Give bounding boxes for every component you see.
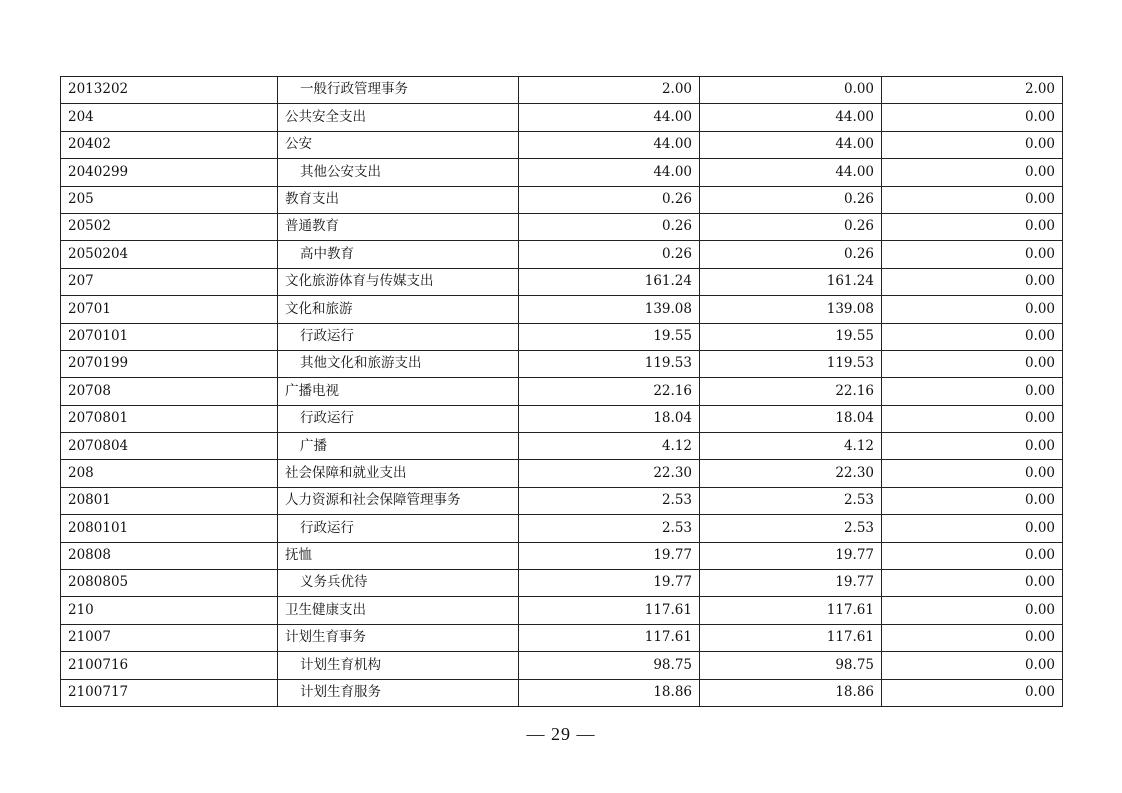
table-row bbox=[61, 159, 1063, 186]
project-expenditure-cell: 0.00 bbox=[882, 624, 1063, 651]
subject-code-cell: 2050204 bbox=[61, 241, 278, 268]
total-amount-cell: 19.77 bbox=[519, 570, 700, 597]
subject-code-cell: 20701 bbox=[61, 296, 278, 323]
project-expenditure-cell: 0.00 bbox=[882, 515, 1063, 542]
total-amount-cell: 139.08 bbox=[519, 296, 700, 323]
subject-code-cell: 2040299 bbox=[61, 159, 278, 186]
total-amount-cell: 2.53 bbox=[519, 515, 700, 542]
subject-code-cell: 20801 bbox=[61, 487, 278, 514]
total-amount-cell: 44.00 bbox=[519, 131, 700, 158]
subject-name-cell: 行政运行 bbox=[278, 405, 519, 432]
total-amount-cell: 19.55 bbox=[519, 323, 700, 350]
total-amount-cell: 22.16 bbox=[519, 378, 700, 405]
subject-name-cell: 行政运行 bbox=[278, 323, 519, 350]
basic-expenditure-cell: 18.86 bbox=[700, 679, 882, 706]
subject-name-cell: 其他公安支出 bbox=[278, 159, 519, 186]
basic-expenditure-cell: 44.00 bbox=[700, 131, 882, 158]
subject-name-cell: 广播 bbox=[278, 433, 519, 460]
table-row bbox=[61, 378, 1063, 405]
subject-code-cell: 2070804 bbox=[61, 433, 278, 460]
project-expenditure-cell: 0.00 bbox=[882, 405, 1063, 432]
subject-name-cell: 人力资源和社会保障管理事务 bbox=[278, 487, 519, 514]
total-amount-cell: 0.26 bbox=[519, 213, 700, 240]
subject-name-cell: 卫生健康支出 bbox=[278, 597, 519, 624]
subject-name-cell: 行政运行 bbox=[278, 515, 519, 542]
table-row bbox=[61, 323, 1063, 350]
table-row bbox=[61, 515, 1063, 542]
total-amount-cell: 117.61 bbox=[519, 624, 700, 651]
subject-code-cell: 2100716 bbox=[61, 652, 278, 679]
basic-expenditure-cell: 44.00 bbox=[700, 159, 882, 186]
subject-code-cell: 208 bbox=[61, 460, 278, 487]
basic-expenditure-cell: 19.55 bbox=[700, 323, 882, 350]
subject-code-cell: 2080101 bbox=[61, 515, 278, 542]
subject-code-cell: 20502 bbox=[61, 213, 278, 240]
subject-code-cell: 207 bbox=[61, 268, 278, 295]
project-expenditure-cell: 0.00 bbox=[882, 378, 1063, 405]
table-row bbox=[61, 405, 1063, 432]
table-row bbox=[61, 433, 1063, 460]
table-row bbox=[61, 570, 1063, 597]
basic-expenditure-cell: 0.26 bbox=[700, 241, 882, 268]
project-expenditure-cell: 0.00 bbox=[882, 679, 1063, 706]
subject-name-cell: 计划生育事务 bbox=[278, 624, 519, 651]
table-row bbox=[61, 213, 1063, 240]
table-body bbox=[61, 77, 1063, 707]
subject-name-cell: 计划生育服务 bbox=[278, 679, 519, 706]
expenditure-table bbox=[60, 76, 1063, 707]
subject-code-cell: 2070199 bbox=[61, 350, 278, 377]
subject-name-cell: 文化和旅游 bbox=[278, 296, 519, 323]
table-row bbox=[61, 542, 1063, 569]
subject-name-cell: 抚恤 bbox=[278, 542, 519, 569]
project-expenditure-cell: 0.00 bbox=[882, 296, 1063, 323]
subject-name-cell: 一般行政管理事务 bbox=[278, 77, 519, 104]
project-expenditure-cell: 0.00 bbox=[882, 542, 1063, 569]
table-row bbox=[61, 131, 1063, 158]
subject-name-cell: 高中教育 bbox=[278, 241, 519, 268]
total-amount-cell: 2.53 bbox=[519, 487, 700, 514]
subject-name-cell: 广播电视 bbox=[278, 378, 519, 405]
basic-expenditure-cell: 19.77 bbox=[700, 542, 882, 569]
project-expenditure-cell: 0.00 bbox=[882, 323, 1063, 350]
subject-name-cell: 教育支出 bbox=[278, 186, 519, 213]
total-amount-cell: 4.12 bbox=[519, 433, 700, 460]
subject-name-cell: 社会保障和就业支出 bbox=[278, 460, 519, 487]
subject-code-cell: 2080805 bbox=[61, 570, 278, 597]
subject-code-cell: 2100717 bbox=[61, 679, 278, 706]
project-expenditure-cell: 0.00 bbox=[882, 652, 1063, 679]
project-expenditure-cell: 0.00 bbox=[882, 159, 1063, 186]
project-expenditure-cell: 0.00 bbox=[882, 241, 1063, 268]
project-expenditure-cell: 0.00 bbox=[882, 104, 1063, 131]
table-row bbox=[61, 350, 1063, 377]
page-number: — 29 — bbox=[526, 724, 596, 744]
table-row bbox=[61, 186, 1063, 213]
basic-expenditure-cell: 0.26 bbox=[700, 186, 882, 213]
project-expenditure-cell: 0.00 bbox=[882, 186, 1063, 213]
subject-code-cell: 21007 bbox=[61, 624, 278, 651]
subject-code-cell: 204 bbox=[61, 104, 278, 131]
table-row bbox=[61, 241, 1063, 268]
table-row bbox=[61, 624, 1063, 651]
table-row bbox=[61, 77, 1063, 104]
subject-name-cell: 公共安全支出 bbox=[278, 104, 519, 131]
subject-name-cell: 公安 bbox=[278, 131, 519, 158]
subject-name-cell: 其他文化和旅游支出 bbox=[278, 350, 519, 377]
project-expenditure-cell: 0.00 bbox=[882, 350, 1063, 377]
total-amount-cell: 19.77 bbox=[519, 542, 700, 569]
project-expenditure-cell: 0.00 bbox=[882, 460, 1063, 487]
total-amount-cell: 119.53 bbox=[519, 350, 700, 377]
total-amount-cell: 44.00 bbox=[519, 159, 700, 186]
basic-expenditure-cell: 119.53 bbox=[700, 350, 882, 377]
subject-code-cell: 20402 bbox=[61, 131, 278, 158]
project-expenditure-cell: 0.00 bbox=[882, 487, 1063, 514]
basic-expenditure-cell: 117.61 bbox=[700, 624, 882, 651]
total-amount-cell: 0.26 bbox=[519, 241, 700, 268]
table-row bbox=[61, 487, 1063, 514]
basic-expenditure-cell: 0.00 bbox=[700, 77, 882, 104]
table-row bbox=[61, 104, 1063, 131]
basic-expenditure-cell: 4.12 bbox=[700, 433, 882, 460]
table-row bbox=[61, 652, 1063, 679]
subject-code-cell: 2070801 bbox=[61, 405, 278, 432]
total-amount-cell: 0.26 bbox=[519, 186, 700, 213]
table-row bbox=[61, 597, 1063, 624]
basic-expenditure-cell: 2.53 bbox=[700, 515, 882, 542]
basic-expenditure-cell: 19.77 bbox=[700, 570, 882, 597]
subject-name-cell: 普通教育 bbox=[278, 213, 519, 240]
total-amount-cell: 18.04 bbox=[519, 405, 700, 432]
project-expenditure-cell: 0.00 bbox=[882, 213, 1063, 240]
basic-expenditure-cell: 161.24 bbox=[700, 268, 882, 295]
total-amount-cell: 161.24 bbox=[519, 268, 700, 295]
project-expenditure-cell: 0.00 bbox=[882, 597, 1063, 624]
basic-expenditure-cell: 18.04 bbox=[700, 405, 882, 432]
subject-name-cell: 计划生育机构 bbox=[278, 652, 519, 679]
table-row bbox=[61, 460, 1063, 487]
project-expenditure-cell: 0.00 bbox=[882, 570, 1063, 597]
table-row bbox=[61, 296, 1063, 323]
basic-expenditure-cell: 98.75 bbox=[700, 652, 882, 679]
subject-code-cell: 20808 bbox=[61, 542, 278, 569]
project-expenditure-cell: 0.00 bbox=[882, 268, 1063, 295]
total-amount-cell: 2.00 bbox=[519, 77, 700, 104]
subject-code-cell: 205 bbox=[61, 186, 278, 213]
table-row bbox=[61, 679, 1063, 706]
basic-expenditure-cell: 22.16 bbox=[700, 378, 882, 405]
basic-expenditure-cell: 2.53 bbox=[700, 487, 882, 514]
total-amount-cell: 44.00 bbox=[519, 104, 700, 131]
total-amount-cell: 22.30 bbox=[519, 460, 700, 487]
total-amount-cell: 98.75 bbox=[519, 652, 700, 679]
project-expenditure-cell: 0.00 bbox=[882, 131, 1063, 158]
total-amount-cell: 117.61 bbox=[519, 597, 700, 624]
basic-expenditure-cell: 22.30 bbox=[700, 460, 882, 487]
basic-expenditure-cell: 0.26 bbox=[700, 213, 882, 240]
subject-code-cell: 2013202 bbox=[61, 77, 278, 104]
basic-expenditure-cell: 44.00 bbox=[700, 104, 882, 131]
project-expenditure-cell: 2.00 bbox=[882, 77, 1063, 104]
subject-name-cell: 文化旅游体育与传媒支出 bbox=[278, 268, 519, 295]
project-expenditure-cell: 0.00 bbox=[882, 433, 1063, 460]
subject-name-cell: 义务兵优待 bbox=[278, 570, 519, 597]
basic-expenditure-cell: 117.61 bbox=[700, 597, 882, 624]
subject-code-cell: 210 bbox=[61, 597, 278, 624]
table-row bbox=[61, 268, 1063, 295]
subject-code-cell: 20708 bbox=[61, 378, 278, 405]
subject-code-cell: 2070101 bbox=[61, 323, 278, 350]
total-amount-cell: 18.86 bbox=[519, 679, 700, 706]
basic-expenditure-cell: 139.08 bbox=[700, 296, 882, 323]
